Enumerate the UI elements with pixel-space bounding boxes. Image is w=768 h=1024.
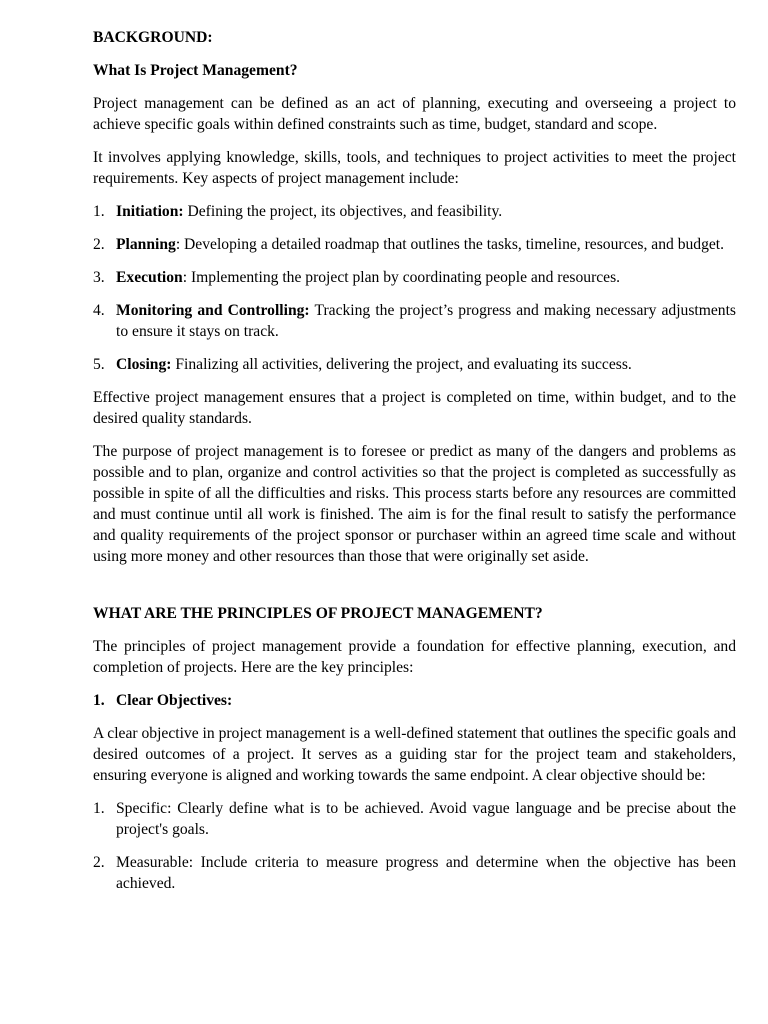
criterion-text: Specific: Clearly define what is to be achieved. Avoid vague language and be precise about the project's goals.	[116, 800, 736, 838]
list-item	[93, 852, 736, 894]
aspect-term: Closing:	[116, 356, 172, 373]
principle-title: Clear Objectives:	[116, 692, 233, 709]
principles-intro-paragraph: The principles of project management provide a foundation for effective planning, execution, and completion of projects. Here are the key principles:	[93, 638, 736, 676]
list-item	[93, 234, 736, 255]
aspects-list	[93, 201, 736, 375]
section-spacer	[93, 579, 736, 603]
aspect-text: Defining the project, its objectives, and feasibility.	[183, 203, 503, 220]
list-item	[93, 354, 736, 375]
aspect-term: Monitoring and Controlling:	[116, 302, 310, 319]
criterion-text: Measurable: Include criteria to measure progress and determine when the objective has been achieved.	[116, 854, 736, 892]
principle-clear-objectives	[93, 690, 736, 711]
effective-pm-paragraph: Effective project management ensures that a project is completed on time, within budget, and to the desired quality standards.	[93, 389, 736, 427]
objective-paragraph: A clear objective in project management is a well-defined statement that outlines the specific goals and desired outcomes of a project. It serves as a guiding star for the project team and stakeholders, ensuring everyone is aligned and working towards the same endpoint. A clear objective should be:	[93, 725, 737, 784]
aspect-term: Planning	[116, 236, 176, 253]
list-item	[93, 267, 736, 288]
list-number: 1.	[93, 203, 105, 220]
list-item	[93, 798, 736, 840]
list-number: 2.	[93, 236, 105, 253]
aspect-text: Finalizing all activities, delivering the project, and evaluating its success.	[171, 356, 632, 373]
aspect-term: Execution	[116, 269, 183, 286]
aspect-text: : Developing a detailed roadmap that outlines the tasks, timeline, resources, and budget.	[175, 236, 725, 253]
list-number: 1.	[93, 800, 105, 817]
principles-heading: WHAT ARE THE PRINCIPLES OF PROJECT MANAGEMENT?	[93, 605, 543, 622]
list-item	[93, 201, 736, 222]
principle-number: 1.	[93, 692, 105, 709]
objective-criteria-list	[93, 798, 736, 894]
definition-paragraph: Project management can be defined as an act of planning, executing and overseeing a project to achieve specific goals within defined constraints such as time, budget, standard and scope.	[93, 95, 736, 133]
list-item	[93, 300, 736, 342]
list-number: 5.	[93, 356, 105, 373]
aspect-term: Initiation:	[116, 203, 184, 220]
list-number: 2.	[93, 854, 105, 871]
background-heading: BACKGROUND:	[93, 29, 213, 46]
what-is-pm-subheading: What Is Project Management?	[93, 62, 298, 79]
purpose-paragraph: The purpose of project management is to foresee or predict as many of the dangers and problems as possible and to plan, organize and control activities so that the project is completed as successfully as possible in spite of all the difficulties and risks. This process starts before any resources are committed and must continue until all work is finished. The aim is for the final result to satisfy the performance and quality requirements of the project sponsor or purchaser within an agreed time scale and without using more money and other resources than those that were originally set aside.	[93, 443, 736, 565]
aspects-intro-paragraph: It involves applying knowledge, skills, tools, and techniques to project activities to meet the project requirements. Key aspects of project management include:	[93, 149, 736, 187]
aspect-text: Tracking the project’s progress and making necessary adjustments to ensure it stays on track.	[116, 302, 736, 340]
aspect-text: : Implementing the project plan by coordinating people and resources.	[182, 269, 621, 286]
document-page	[93, 27, 736, 906]
list-number: 3.	[93, 269, 105, 286]
list-number: 4.	[93, 302, 105, 319]
